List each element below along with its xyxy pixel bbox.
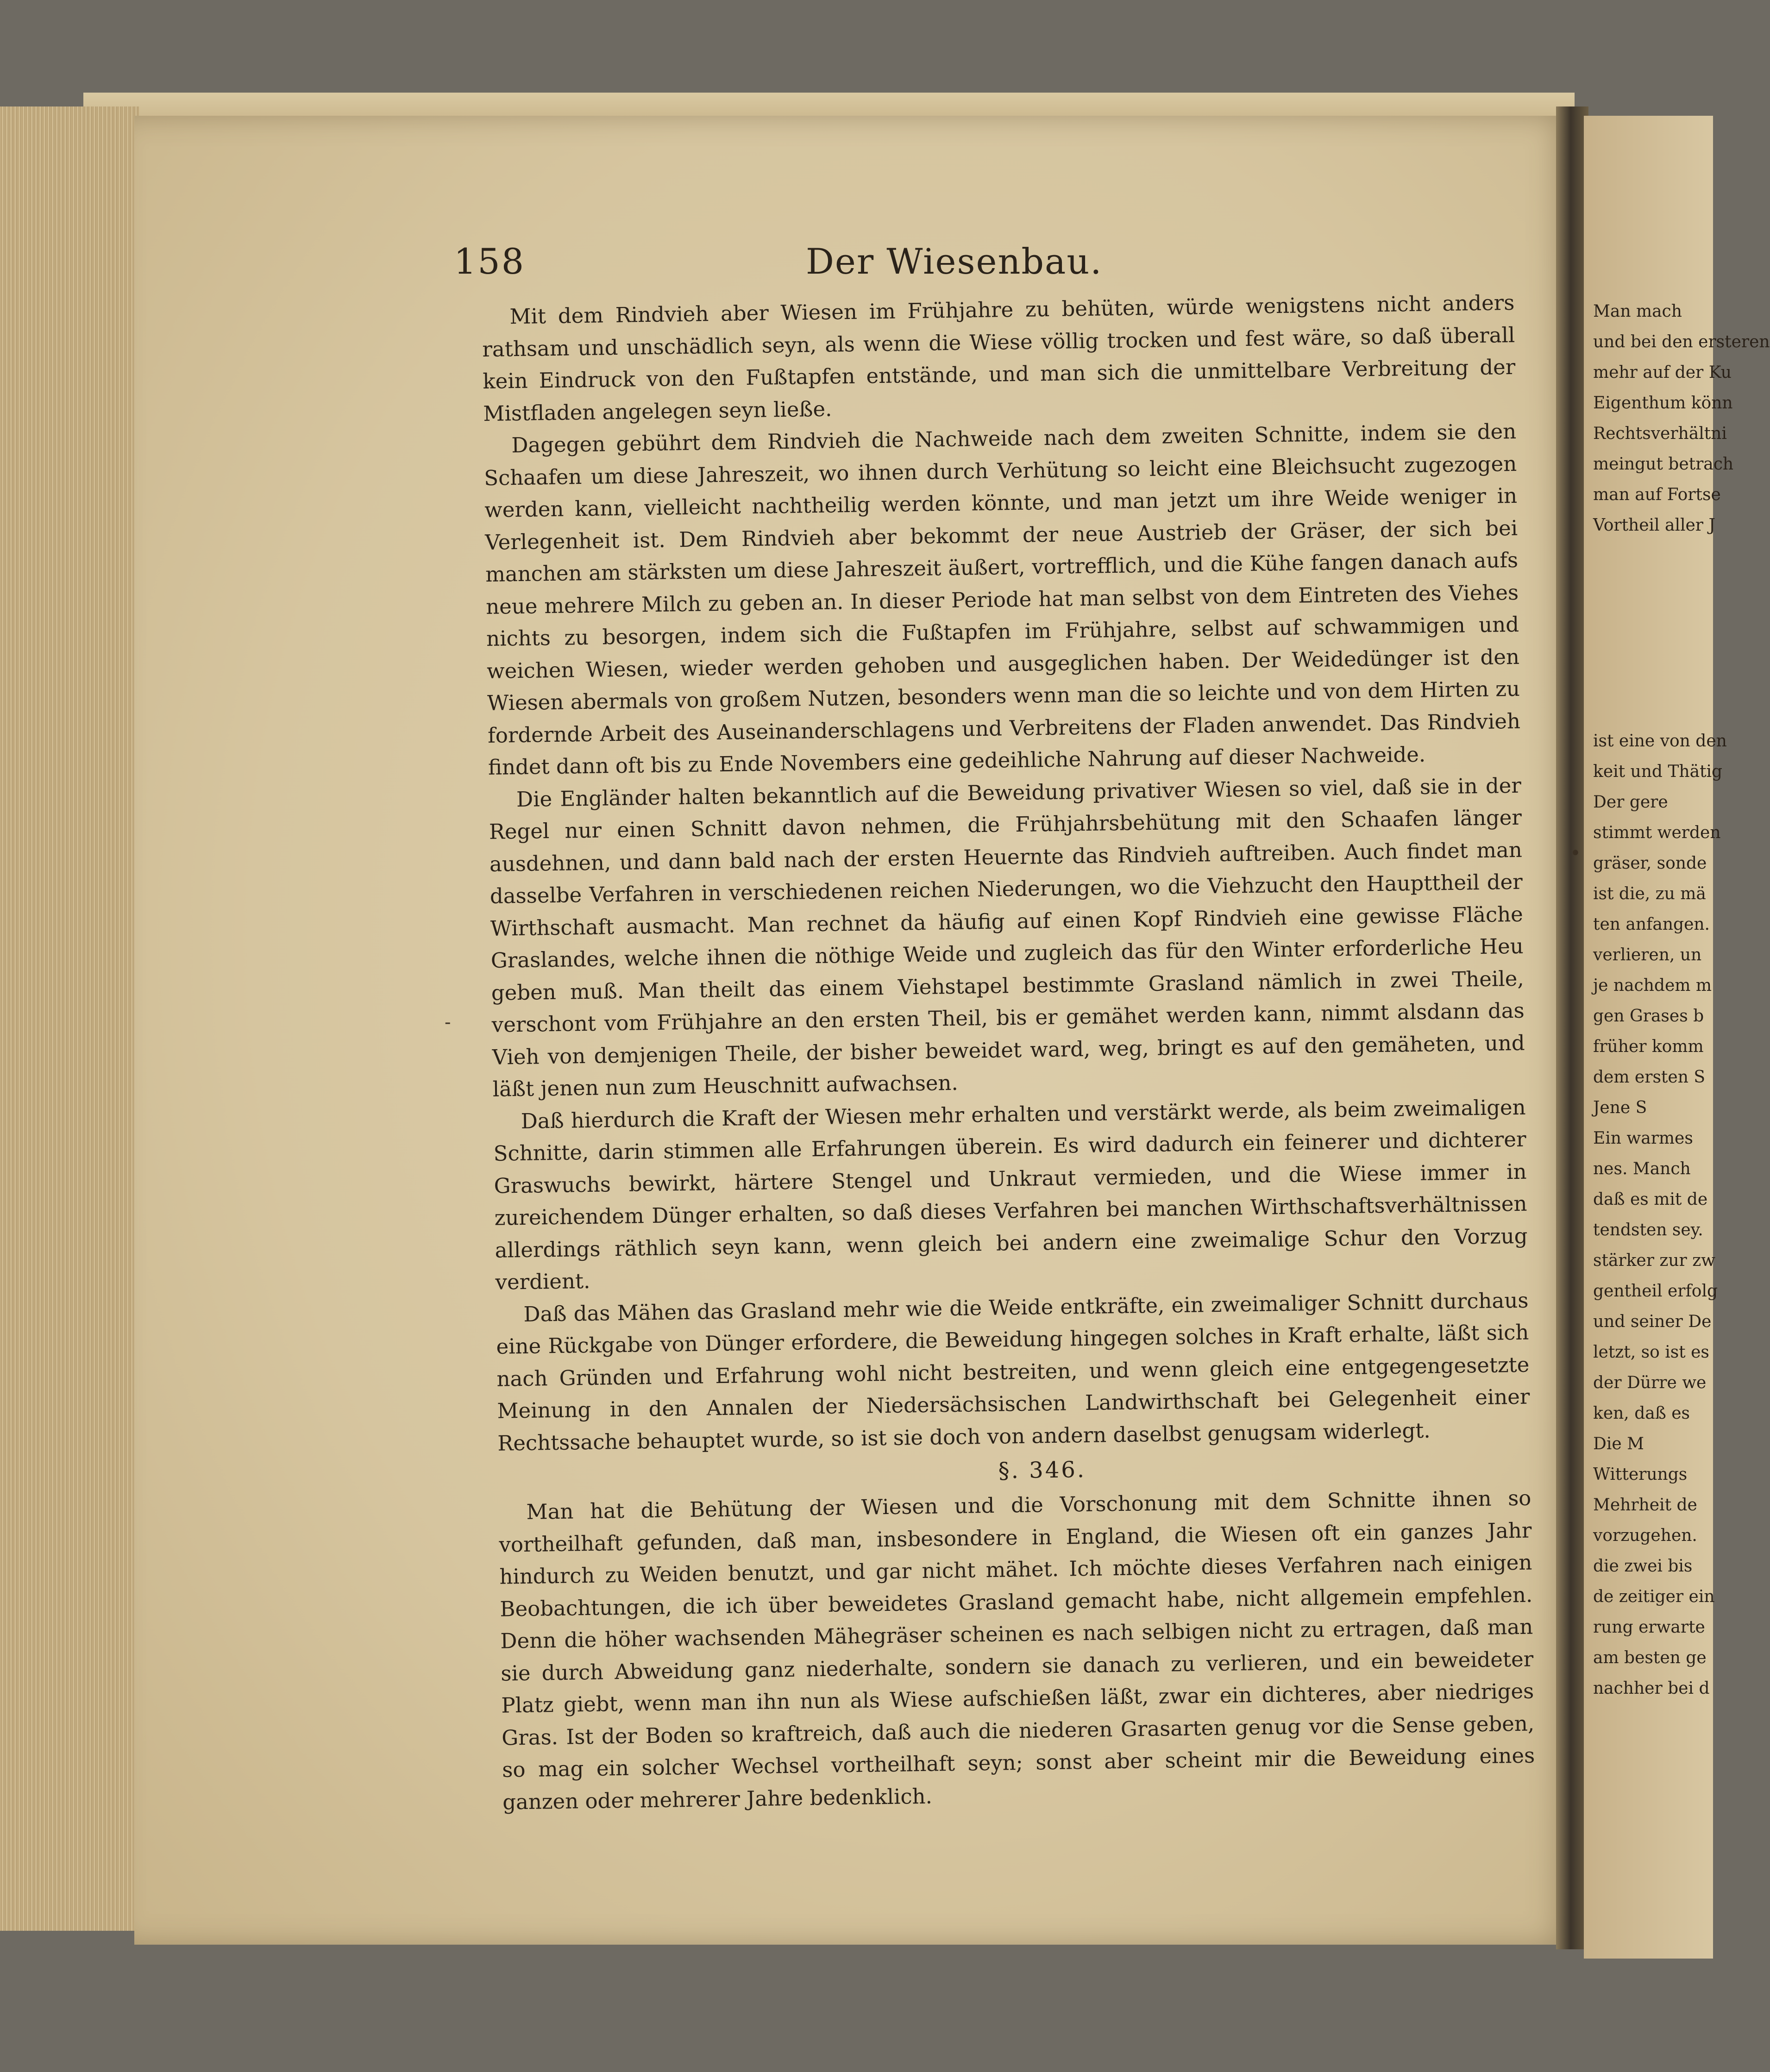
facing-line: früher komm xyxy=(1593,1037,1704,1056)
facing-line: ist die, zu mä xyxy=(1593,884,1706,903)
facing-line: Mehrheit de xyxy=(1593,1496,1697,1515)
facing-line: die zwei bis xyxy=(1593,1557,1693,1576)
facing-line: ist eine von den xyxy=(1593,732,1727,751)
page-block-edges xyxy=(0,106,139,1931)
facing-line: ken, daß es xyxy=(1593,1404,1690,1423)
facing-line: stärker zur zw xyxy=(1593,1251,1715,1270)
facing-line: dem ersten S xyxy=(1593,1068,1705,1087)
facing-line: ten anfangen. xyxy=(1593,915,1710,934)
facing-line: Vortheil aller J xyxy=(1593,516,1715,535)
paragraph xyxy=(493,1091,1528,1298)
facing-gap xyxy=(1593,541,1714,726)
paragraph-text: Mit dem Rindvieh aber Wiesen im Frühjahre zu behüten, würde wenigstens nicht anders rathsam und unschädlich seyn, als wenn die Wiese völlig trocken und fest wäre, so daß überall kein Eindruck von den Fußtapfen entstände, und man sich die unmittelbare Verbreitung der Mistfladen angelegen seyn ließe. xyxy=(482,290,1516,426)
paragraph xyxy=(483,415,1521,784)
facing-line: letzt, so ist es xyxy=(1593,1343,1709,1362)
facing-line: stimmt werden xyxy=(1593,823,1721,842)
facing-line: gen Grases b xyxy=(1593,1007,1704,1026)
paragraph xyxy=(496,1284,1531,1459)
facing-line: nes. Manch xyxy=(1593,1159,1691,1178)
facing-line: der Dürre we xyxy=(1593,1373,1707,1392)
facing-line: und seiner De xyxy=(1593,1312,1712,1331)
facing-line: Man mach xyxy=(1593,302,1682,321)
facing-line: meingut betrach xyxy=(1593,455,1734,474)
facing-line: Witterungs xyxy=(1593,1465,1688,1484)
facing-line: daß es mit de xyxy=(1593,1190,1708,1209)
margin-mark: • xyxy=(1570,843,1581,864)
facing-line: verlieren, un xyxy=(1593,945,1702,964)
facing-line: gräser, sonde xyxy=(1593,854,1707,873)
facing-line: Rechtsverhältni xyxy=(1593,424,1727,443)
facing-line: Der gere xyxy=(1593,793,1668,812)
facing-line: nachher bei d xyxy=(1593,1679,1710,1698)
facing-line: man auf Fortse xyxy=(1593,485,1721,504)
page-number: 158 xyxy=(454,241,526,282)
paragraph-text: Man hat die Behütung der Wiesen und die Vorschonung mit dem Schnitte ihnen so vortheilhaft gefunden, daß man, insbesondere in England, die Wiesen oft ein ganzes Jahr hindurch zu Weiden benutzt, und gar nicht mähet. Ich möchte dieses Verfahren nach einigen Beobachtungen, die ich über beweidetes Grasland gemacht habe, nicht allgemein empfehlen. Denn die höher wachsenden Mähegräser scheinen es nach selbigen nicht zu ertragen, daß man sie durch Abweidung ganz niederhalte, sondern sie danach zu verlieren, und ein beweideter Platz giebt, wenn man ihn nun als Wiese aufschießen läßt, zwar ein dichteres, aber niedriges Gras. Ist der Boden so kraftreich, daß auch die niederen Grasarten genug vor die Sense geben, so mag ein solcher Wechsel vortheilhaft seyn; sonst aber scheint mir die Beweidung eines ganzen oder mehrerer Jahre bedenklich. xyxy=(499,1485,1535,1815)
facing-line: Eigenthum könn xyxy=(1593,394,1733,413)
facing-line: und bei den ersteren xyxy=(1593,332,1770,351)
section-heading: §. 346. xyxy=(998,1457,1086,1484)
main-text xyxy=(482,287,1536,1818)
facing-page-text xyxy=(1593,296,1770,1704)
paragraph-text: Die Engländer halten bekanntlich auf die Beweidung privativer Wiesen so viel, daß sie in der Regel nur einen Schnitt davon nehmen, die Frühjahrsbehütung mit den Schaafen länger ausdehnen, und dann bald nach der ersten Heuernte das Rindvieh auftreiben. Auch findet man dasselbe Verfahren in verschiedenen reichen Niederungen, wo die Viehzucht den Haupttheil der Wirthschaft ausmacht. Man rechnet da häufig auf einen Kopf Rindvieh eine gewisse Fläche Graslandes, welche ihnen die nöthige Weide und zugleich das für den Winter erforderliche Heu geben muß. Man theilt das einem Viehstapel bestimmte Grasland nämlich in zwei Theile, verschont vom Frühjahre an den ersten Theil, bis er gemähet werden kann, nimmt alsdann das Vieh von demjenigen Theile, der bisher beweidet ward, weg, bringt es auf den gemäheten, und läßt jenen nun zum Heuschnitt aufwachsen. xyxy=(489,773,1525,1102)
facing-line: rung erwarte xyxy=(1593,1618,1705,1637)
facing-line: gentheil erfolg xyxy=(1593,1282,1718,1301)
facing-line: keit und Thätig xyxy=(1593,762,1723,781)
facing-line: Jene S xyxy=(1593,1098,1647,1117)
paragraph xyxy=(489,769,1525,1105)
paragraph xyxy=(482,287,1516,430)
running-head: Der Wiesenbau. xyxy=(806,241,1103,282)
facing-line: je nachdem m xyxy=(1593,976,1712,995)
paragraph-text: Daß hierdurch die Kraft der Wiesen mehr erhalten und verstärkt werde, als beim zweimaligen Schnitte, darin stimmen alle Erfahrungen überein. Es wird dadurch ein feinerer und dichterer Graswuchs bewirkt, härtere Stengel und Unkraut vermieden, und die Wiese immer in zureichendem Dünger erhalten, so daß dieses Verfahren bei manchen Wirthschaftsverhältnissen allerdings räthlich seyn kann, wenn gleich bei andern eine zweimalige Schur den Vorzug verdient. xyxy=(493,1095,1528,1295)
facing-line: mehr auf der Ku xyxy=(1593,363,1732,382)
facing-line: vorzugehen. xyxy=(1593,1526,1697,1545)
facing-line: de zeitiger ein xyxy=(1593,1587,1715,1606)
page-header xyxy=(454,241,1149,296)
facing-line: Ein warmes xyxy=(1593,1129,1693,1148)
paragraph-text: Dagegen gebührt dem Rindvieh die Nachweide nach dem zweiten Schnitte, indem sie den Schaafen um diese Jahreszeit, wo ihnen durch Verhütung so leicht eine Bleichsucht zugezogen werden kann, vielleicht nachtheilig werden könnte, und man jetzt um ihre Weide weniger in Verlegenheit ist. Dem Rindvieh aber bekommt der neue Austrieb der Gräser, der sich bei manchen am stärksten um diese Jahreszeit äußert, vortrefflich, und die Kühe fangen danach aufs neue mehrere Milch zu geben an. In dieser Periode hat man selbst von dem Eintreten des Viehes nichts zu besorgen, indem sich die Fußtapfen im Frühjahre, selbst auf schwammigen und weichen Wiesen, wieder werden gehoben und ausgeglichen haben. Der Weidedünger ist den Wiesen abermals von großem Nutzen, besonders wenn man die so leichte und von dem Hirten zu fordernde Arbeit des Auseinanderschlagens und Verbreitens der Fladen anwendet. Das Rindvieh findet dann oft bis zu Ende Novembers eine gedeihliche Nahrung auf dieser Nachweide. xyxy=(483,419,1521,780)
facing-line: tendsten sey. xyxy=(1593,1221,1703,1239)
paragraph-text: Daß das Mähen das Grasland mehr wie die Weide entkräfte, ein zweimaliger Schnitt durchaus eine Rückgabe von Dünger erfordere, die Beweidung hingegen solches in Kraft erhalte, läßt sich nach Gründen und Erfahrung wohl nicht bestreiten, und wenn gleich eine entgegengesetzte Meinung in den Annalen der Niedersächsischen Landwirthschaft bei Gelegenheit einer Rechtssache behauptet wurde, so ist sie doch von andern daselbst genugsam widerlegt. xyxy=(496,1288,1530,1456)
margin-mark: - xyxy=(445,1012,451,1033)
section-paragraph xyxy=(498,1482,1535,1818)
facing-line: Die M xyxy=(1593,1434,1644,1453)
facing-line: am besten ge xyxy=(1593,1648,1707,1667)
